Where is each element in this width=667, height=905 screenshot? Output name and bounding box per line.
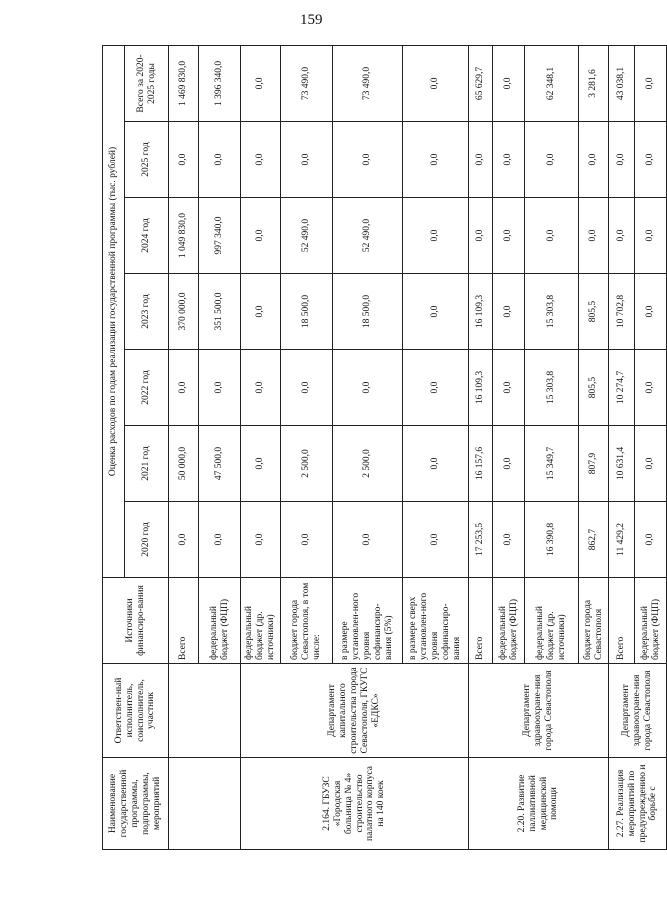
year-value-cell: 2 500,0 bbox=[281, 426, 333, 502]
year-value-cell: 10 274,7 bbox=[609, 350, 635, 426]
table-body bbox=[169, 45, 667, 849]
year-value-cell: 16 109,3 bbox=[469, 274, 493, 350]
funding-source-cell: федеральный бюджет (ФЦП) bbox=[635, 578, 667, 664]
rotated-table-container bbox=[102, 46, 661, 850]
table-row bbox=[169, 45, 199, 849]
year-value-cell: 15 303,8 bbox=[525, 274, 579, 350]
year-value-cell: 10 702,8 bbox=[609, 274, 635, 350]
year-value-cell: 0,0 bbox=[403, 350, 469, 426]
year-value-cell: 16 390,8 bbox=[525, 502, 579, 578]
year-value-cell: 2 500,0 bbox=[333, 426, 403, 502]
year-value-cell: 862,7 bbox=[579, 502, 609, 578]
funding-source-cell: в размере сверх установлен-ного уровня софинансиро-вания bbox=[403, 578, 469, 664]
year-value-cell: 0,0 bbox=[169, 122, 199, 198]
year-value-cell: 0,0 bbox=[241, 426, 281, 502]
year-value-cell: 805,5 bbox=[579, 274, 609, 350]
responsible-cell: Департамент здравоохране-ния города Севастополя bbox=[609, 664, 667, 758]
year-value-cell: 17 253,5 bbox=[469, 502, 493, 578]
year-value-cell: 52 490,0 bbox=[333, 198, 403, 274]
total-value-cell: 43 038,1 bbox=[609, 45, 635, 121]
header-name: Наименование государственной программы, подпрограммы, мероприятий bbox=[103, 758, 169, 850]
year-value-cell: 47 500,0 bbox=[199, 426, 241, 502]
year-value-cell: 0,0 bbox=[241, 502, 281, 578]
total-value-cell: 1 396 340,0 bbox=[199, 45, 241, 121]
year-value-cell: 18 500,0 bbox=[281, 274, 333, 350]
total-value-cell: 62 348,1 bbox=[525, 45, 579, 121]
year-value-cell: 0,0 bbox=[635, 122, 667, 198]
expenditure-table bbox=[102, 45, 667, 850]
year-value-cell: 16 157,6 bbox=[469, 426, 493, 502]
responsible-cell: Департамент капитального строительства города Севастополя, ГКУГС «ЕДКС» bbox=[241, 664, 469, 758]
year-value-cell: 52 490,0 bbox=[281, 198, 333, 274]
year-value-cell: 15 349,7 bbox=[525, 426, 579, 502]
program-name-cell: 2.27. Реализация мероприятий по предупреждению и борьбе с bbox=[609, 758, 667, 850]
year-value-cell: 0,0 bbox=[635, 426, 667, 502]
header-year: 2023 год bbox=[125, 274, 169, 350]
total-value-cell: 65 629,7 bbox=[469, 45, 493, 121]
year-value-cell: 0,0 bbox=[333, 122, 403, 198]
year-value-cell: 0,0 bbox=[281, 502, 333, 578]
year-value-cell: 18 500,0 bbox=[333, 274, 403, 350]
total-value-cell: 73 490,0 bbox=[281, 45, 333, 121]
year-value-cell: 0,0 bbox=[169, 350, 199, 426]
year-value-cell: 370 000,0 bbox=[169, 274, 199, 350]
funding-source-cell: Всего bbox=[169, 578, 199, 664]
table-row bbox=[469, 45, 493, 849]
header-year: 2022 год bbox=[125, 350, 169, 426]
header-total: Всего за 2020-2025 годы bbox=[125, 45, 169, 121]
year-value-cell: 0,0 bbox=[609, 198, 635, 274]
year-value-cell: 0,0 bbox=[403, 426, 469, 502]
table-row bbox=[241, 45, 281, 849]
header-source: Источники финансиро-вания bbox=[103, 578, 169, 664]
year-value-cell: 0,0 bbox=[493, 122, 525, 198]
year-value-cell: 0,0 bbox=[199, 350, 241, 426]
total-value-cell: 0,0 bbox=[493, 45, 525, 121]
responsible-cell: Департамент здравоохране-ния города Севастополя bbox=[469, 664, 609, 758]
header-year: 2021 год bbox=[125, 426, 169, 502]
header-estimate: Оценка расходов по годам реализации государственной программы (тыс. рублей) bbox=[103, 45, 125, 577]
funding-source-cell: федеральный бюджет (ФЦП) bbox=[199, 578, 241, 664]
year-value-cell: 0,0 bbox=[525, 198, 579, 274]
year-value-cell: 0,0 bbox=[609, 122, 635, 198]
year-value-cell: 16 109,3 bbox=[469, 350, 493, 426]
year-value-cell: 0,0 bbox=[579, 122, 609, 198]
year-value-cell: 0,0 bbox=[493, 198, 525, 274]
year-value-cell: 10 631,4 bbox=[609, 426, 635, 502]
header-responsible: Ответствен-ный исполнитель, соисполнитель, участник bbox=[103, 664, 169, 758]
year-value-cell: 0,0 bbox=[493, 426, 525, 502]
year-value-cell: 0,0 bbox=[199, 122, 241, 198]
year-value-cell: 15 303,8 bbox=[525, 350, 579, 426]
total-value-cell: 3 281,6 bbox=[579, 45, 609, 121]
year-value-cell: 0,0 bbox=[403, 122, 469, 198]
year-value-cell: 50 000,0 bbox=[169, 426, 199, 502]
page-number: 159 bbox=[300, 12, 323, 28]
year-value-cell: 0,0 bbox=[241, 350, 281, 426]
year-value-cell: 0,0 bbox=[403, 274, 469, 350]
funding-source-cell: Всего bbox=[609, 578, 635, 664]
year-value-cell: 0,0 bbox=[241, 122, 281, 198]
year-value-cell: 0,0 bbox=[333, 350, 403, 426]
year-value-cell: 0,0 bbox=[281, 122, 333, 198]
year-value-cell: 0,0 bbox=[333, 502, 403, 578]
year-value-cell: 0,0 bbox=[525, 122, 579, 198]
funding-source-cell: бюджет города Севастополя bbox=[579, 578, 609, 664]
year-value-cell: 0,0 bbox=[493, 274, 525, 350]
year-value-cell: 805,5 bbox=[579, 350, 609, 426]
responsible-cell bbox=[169, 664, 241, 758]
year-value-cell: 0,0 bbox=[635, 350, 667, 426]
header-year: 2020 год bbox=[125, 502, 169, 578]
table-row bbox=[609, 45, 635, 849]
year-value-cell: 351 500,0 bbox=[199, 274, 241, 350]
program-name-cell bbox=[169, 758, 241, 850]
year-value-cell: 0,0 bbox=[241, 198, 281, 274]
year-value-cell: 0,0 bbox=[469, 122, 493, 198]
year-value-cell: 0,0 bbox=[493, 350, 525, 426]
program-name-cell: 2.20. Развитие паллиативной медицинской помощи bbox=[469, 758, 609, 850]
year-value-cell: 0,0 bbox=[469, 198, 493, 274]
header-year: 2025 год bbox=[125, 122, 169, 198]
year-value-cell: 0,0 bbox=[635, 502, 667, 578]
funding-source-cell: федеральный бюджет (др. источники) bbox=[525, 578, 579, 664]
year-value-cell: 0,0 bbox=[403, 502, 469, 578]
year-value-cell: 1 049 830,0 bbox=[169, 198, 199, 274]
program-name-cell: 2.164. ГБУЗС «Городская больница № 4» строительство палатного корпуса на 140 коек bbox=[241, 758, 469, 850]
year-value-cell: 0,0 bbox=[635, 274, 667, 350]
year-value-cell: 0,0 bbox=[635, 198, 667, 274]
year-value-cell: 807,9 bbox=[579, 426, 609, 502]
year-value-cell: 0,0 bbox=[199, 502, 241, 578]
total-value-cell: 0,0 bbox=[241, 45, 281, 121]
year-value-cell: 11 429,2 bbox=[609, 502, 635, 578]
total-value-cell: 73 490,0 bbox=[333, 45, 403, 121]
funding-source-cell: Всего bbox=[469, 578, 493, 664]
year-value-cell: 0,0 bbox=[281, 350, 333, 426]
total-value-cell: 0,0 bbox=[635, 45, 667, 121]
funding-source-cell: федеральный бюджет (ФЦП) bbox=[493, 578, 525, 664]
funding-source-cell: федеральный бюджет (др. источники) bbox=[241, 578, 281, 664]
year-value-cell: 0,0 bbox=[169, 502, 199, 578]
year-value-cell: 0,0 bbox=[241, 274, 281, 350]
total-value-cell: 1 469 830,0 bbox=[169, 45, 199, 121]
year-value-cell: 0,0 bbox=[493, 502, 525, 578]
header-year: 2024 год bbox=[125, 198, 169, 274]
year-value-cell: 0,0 bbox=[579, 198, 609, 274]
funding-source-cell: бюджет города Севастополя, в том числе: bbox=[281, 578, 333, 664]
year-value-cell: 997 340,0 bbox=[199, 198, 241, 274]
funding-source-cell: в размере установлен-ного уровня софинансиро-вания (5%) bbox=[333, 578, 403, 664]
year-value-cell: 0,0 bbox=[403, 198, 469, 274]
total-value-cell: 0,0 bbox=[403, 45, 469, 121]
